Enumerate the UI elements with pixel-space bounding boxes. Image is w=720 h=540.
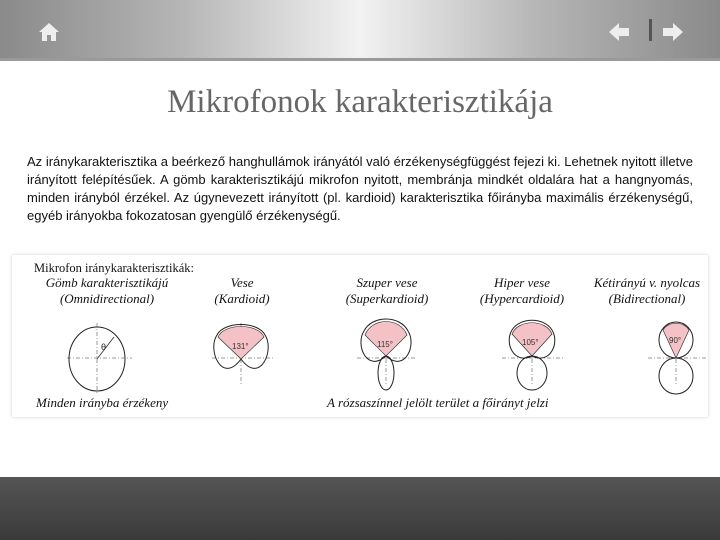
caption-omni: Minden irányba érzékeny (36, 395, 169, 410)
pattern-sub: (Omnidirectional) (59, 291, 155, 306)
arrow-left-icon[interactable] (608, 22, 630, 42)
pattern-sub: (Kardioid) (214, 291, 270, 306)
polar-pattern-figure (12, 255, 708, 417)
hypercardioid-angle: 105° (522, 338, 539, 347)
pattern-name: Gömb karakterisztikájú (45, 275, 169, 290)
polar-diagrams (12, 255, 708, 417)
pattern-name: Kétirányú v. nyolcas (593, 275, 701, 290)
cardioid-angle: 131° (232, 342, 249, 351)
body-paragraph: Az iránykarakterisztika a beérkező hanghullámok irányától való érzékenységfüggést fejezi ki. Lehetnek nyitott illetve irányított felépítésűek. A gömb karakterisztikájú mikrofon nyitott, membránja mindkét oldalára hat a hangnyomás, minden irányból érzékel. Az úgynevezett irányított (pl. kardioid) karakterisztika főirányba maximális érzékenységű, egyéb irányokba fokozatosan gyengülő érzékenységű. (27, 154, 693, 223)
caption-highlight: A rózsaszínnel jelölt terület a főirányt jelzi (327, 395, 549, 410)
nav-separator (649, 19, 652, 41)
pattern-sub: (Hypercardioid) (479, 291, 565, 306)
home-icon[interactable] (38, 22, 60, 42)
supercardioid-angle: 115° (377, 340, 393, 349)
pattern-name: Szuper vese (356, 275, 418, 290)
arrow-right-icon[interactable] (662, 22, 684, 42)
pattern-sub: (Superkardioid) (345, 291, 429, 306)
bidirectional-angle: 90° (669, 336, 682, 345)
omni-pattern (69, 327, 125, 391)
pattern-name: Vese (230, 275, 254, 290)
bottom-bar (0, 477, 720, 540)
pattern-name: Hiper vese (494, 275, 550, 290)
slide-title: Mikrofonok karakterisztikája (167, 84, 553, 120)
omni-angle: θ (101, 342, 107, 352)
pattern-sub: (Bidirectional) (608, 291, 686, 306)
figure-heading: Mikrofon iránykarakterisztikák: (34, 261, 195, 275)
top-navigation-bar (0, 0, 720, 61)
